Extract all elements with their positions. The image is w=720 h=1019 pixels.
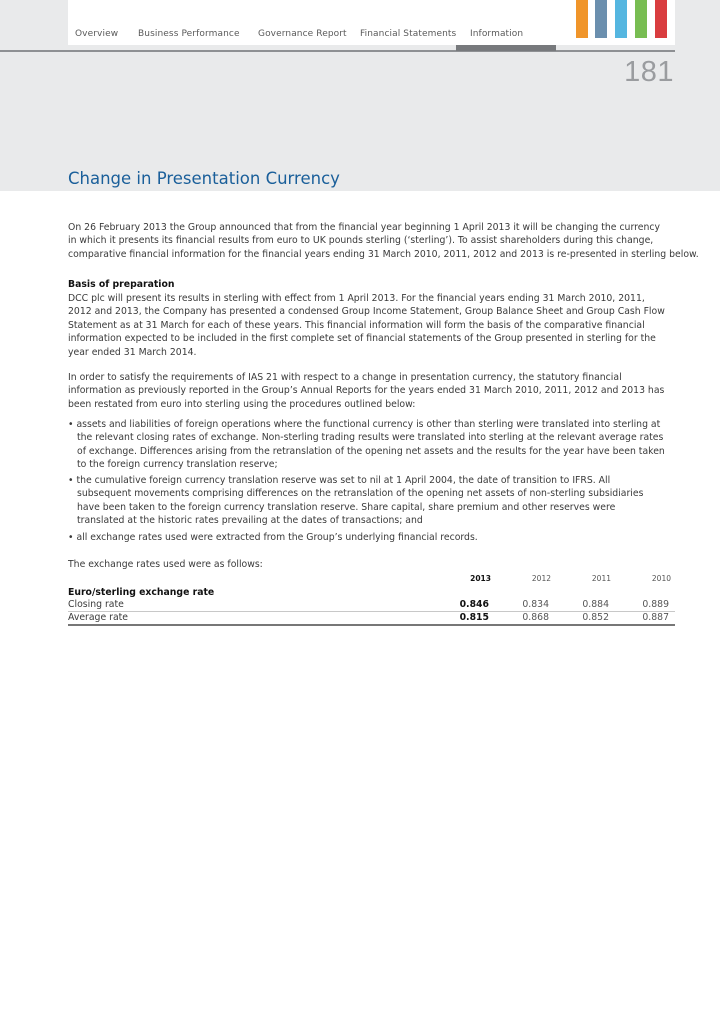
nav-item-overview[interactable]: Overview (75, 29, 119, 39)
ias-line: information as previously reported in the Group’s Annual Reports for the years ended 31 March 2010, 2011, 2012 and 2013 has (68, 385, 665, 397)
ias-line: been restated from euro into sterling using the procedures outlined below: (68, 398, 416, 410)
basis-line: DCC plc will present its results in sterling with effect from 1 April 2013. For the financial years ending 31 March 2010, 2011, (68, 293, 645, 304)
nav-item-business-performance[interactable]: Business Performance (138, 29, 240, 39)
cell-value: 0.815 (459, 612, 489, 623)
column-header-2011: 2011 (591, 574, 611, 583)
cell-value: 0.887 (642, 612, 669, 623)
intro-paragraph (68, 221, 699, 261)
brand-color-bar-green (635, 0, 647, 38)
nav-divider (0, 50, 675, 52)
basis-line: 2012 and 2013, the Company has presented a condensed Group Income Statement, Group Balance Sheet and Group Cash Flow (68, 306, 665, 318)
row-label: Average rate (68, 612, 129, 623)
column-header-2013: 2013 (470, 574, 491, 583)
table-section-heading: Euro/sterling exchange rate (68, 587, 215, 598)
bullet-line: have been taken to the foreign currency translation reserve. Share capital, share premium and other reserves were (77, 501, 616, 513)
nav-item-governance-report[interactable]: Governance Report (258, 29, 347, 39)
page-title: Change in Presentation Currency (68, 169, 340, 189)
bullet-line: • the cumulative foreign currency translation reserve was set to nil at 1 April 2004, the date of transition to IFRS. All (68, 475, 611, 486)
column-header-2010: 2010 (651, 574, 671, 583)
cell-value: 0.868 (522, 612, 549, 623)
bullet-item (68, 474, 680, 528)
brand-color-bar-sky (615, 0, 627, 38)
basis-line: Statement as at 31 March for each of these years. This financial information will form the basis of the comparative financial (68, 319, 645, 331)
rates-intro-line: The exchange rates used were as follows: (68, 559, 263, 570)
bullet-line: translated at the historic rates prevailing at the dates of transactions; and (77, 515, 423, 527)
basis-line: information expected to be included in the first complete set of financial statements of the Group presented in sterling for the (68, 333, 656, 345)
bullet-line: • assets and liabilities of foreign operations where the functional currency is other than sterling were translated into sterling at (68, 419, 661, 430)
row-label: Closing rate (68, 599, 124, 610)
cell-value: 0.889 (642, 599, 669, 610)
bullet-line: to the foreign currency translation reserve; (77, 459, 278, 471)
column-header-2012: 2012 (531, 574, 551, 583)
cell-value: 0.834 (522, 599, 549, 610)
cell-value: 0.846 (459, 599, 489, 610)
table-bottom-rule (68, 624, 675, 626)
nav-active-indicator (456, 45, 556, 51)
intro-line: in which it presents its financial results from euro to UK pounds sterling (‘sterling’). To assist shareholders during this change, (68, 235, 654, 247)
bullet-line: the relevant closing rates of exchange. Non-sterling trading results were translated into sterling at the relevant average rates (77, 432, 664, 444)
basis-line: year ended 31 March 2014. (68, 346, 197, 358)
cell-value: 0.852 (582, 612, 609, 623)
ias-line: In order to satisfy the requirements of IAS 21 with respect to a change in presentation currency, the statutory financial (68, 372, 622, 383)
cell-value: 0.884 (582, 599, 609, 610)
nav-item-financial-statements[interactable]: Financial Statements (360, 29, 457, 39)
bullet-item (68, 531, 680, 544)
basis-paragraph (68, 292, 678, 359)
bullet-line: • all exchange rates used were extracted from the Group’s underlying financial records. (68, 532, 478, 543)
brand-color-bar-red (655, 0, 667, 38)
brand-color-bar-orange (576, 0, 588, 38)
ias-paragraph (68, 371, 678, 411)
intro-line: comparative financial information for the financial years ending 31 March 2010, 2011, 2012 and 2013 is re-presented in sterling below. (68, 248, 699, 260)
bullet-item (68, 418, 680, 472)
intro-line: On 26 February 2013 the Group announced that from the financial year beginning 1 April 2013 it will be changing the currency (68, 222, 660, 233)
brand-color-bar-steel (595, 0, 607, 38)
bullet-line: subsequent movements comprising differences on the retranslation of the opening net assets of non-sterling subsidiaries (77, 488, 644, 500)
bullet-line: of exchange. Differences arising from the retranslation of the opening net assets and the results for the year have been taken (77, 445, 665, 457)
page-number: 181 (624, 56, 674, 88)
basis-heading: Basis of preparation (68, 279, 175, 290)
nav-item-information[interactable]: Information (470, 29, 524, 39)
rates-intro (68, 558, 678, 571)
